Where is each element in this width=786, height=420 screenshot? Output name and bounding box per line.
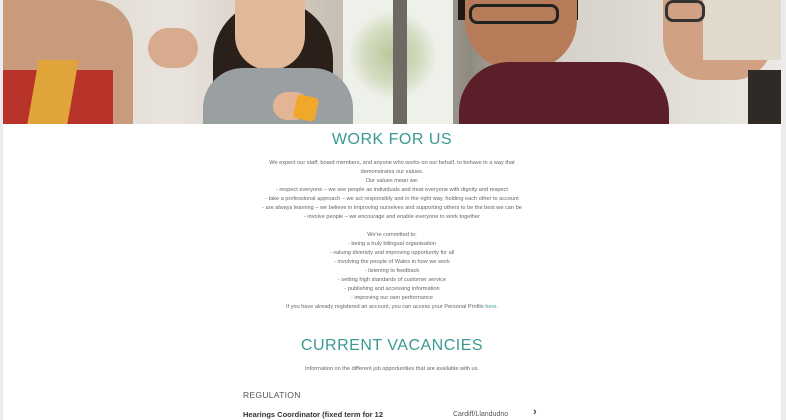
profile-access-label: If you have already registered an account, you can access your Personal Profile (285, 304, 484, 310)
page-card (3, 0, 781, 420)
current-vacancies-heading: CURRENT VACANCIES (300, 337, 484, 354)
hero-person-4-glasses (665, 0, 705, 22)
work-for-us-heading: WORK FOR US (331, 131, 453, 148)
commitment-line: - being a truly bilingual organisation (347, 241, 436, 247)
chevron-right-icon[interactable]: › (533, 406, 537, 418)
values-line: Our values mean we: (365, 178, 419, 184)
vacancy-location: Cardiff/Llandudno (453, 411, 509, 418)
personal-profile-link[interactable]: here. (485, 304, 499, 310)
vacancies-intro: Information on the different job opportunities that are available with us. (304, 366, 480, 372)
vacancy-row[interactable] (243, 406, 543, 420)
commitment-line: We're committed to: (367, 232, 417, 238)
values-line: - involve people – we encourage and enable everyone to work together (303, 214, 480, 220)
commitment-line: - improving our own performance (350, 295, 434, 301)
hero-person-2-face (235, 0, 305, 70)
hero-person-3-shirt (459, 62, 669, 124)
values-line: We expect our staff, board members, and anyone who works on our behalf, to behave in a way that (269, 160, 515, 166)
profile-access-text (3, 304, 781, 310)
values-line: - respect everyone – we see people as individuals and treat everyone with dignity and respect (276, 187, 508, 193)
hero-person-4-hair (703, 0, 781, 60)
commitment-line: - setting high standards of customer service (337, 277, 447, 283)
commitment-line: - publishing and accessing information (344, 286, 440, 292)
values-line: - take a professional approach – we act responsibly and in the right way, holding each other to account (265, 196, 519, 202)
hero-person-1-hand (148, 28, 198, 68)
commitment-line: - involving the people of Wales in how we work (334, 259, 450, 265)
hero-person-3-glasses (469, 4, 559, 24)
values-line: - are always learning – we believe in improving ourselves and supporting others to be the best we can be (262, 205, 522, 211)
vacancy-title[interactable]: Hearings Coordinator (fixed term for 12 (243, 410, 384, 419)
commitments-list (3, 231, 781, 303)
hero-person-4-body (748, 70, 781, 124)
values-line: demonstrates our values. (360, 169, 424, 175)
commitment-line: - listening to feedback (364, 268, 420, 274)
hero-window-frame (393, 0, 407, 124)
hero-photo (3, 0, 781, 124)
values-intro (3, 159, 781, 222)
vacancy-category: REGULATION (243, 390, 301, 400)
commitment-line: - valuing diversity and improving opportunity for all (329, 250, 455, 256)
